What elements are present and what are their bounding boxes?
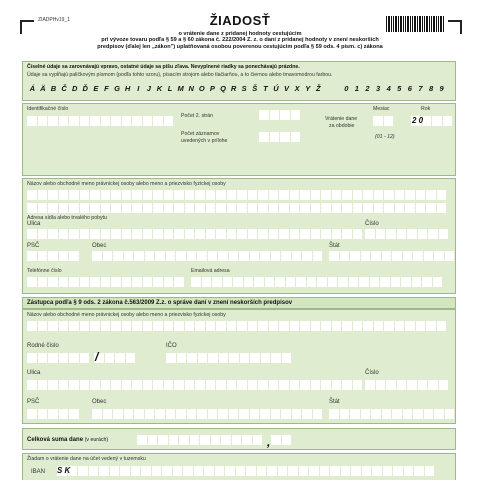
sample-digit: 1 xyxy=(354,84,359,93)
refund-period-label-2: za obdobie xyxy=(329,123,355,129)
form-title: ŽIADOSŤ xyxy=(209,13,271,28)
rep-name-field-row-1[interactable] xyxy=(27,321,447,331)
sample-letter: B xyxy=(50,84,57,93)
sample-digit: 9 xyxy=(439,84,444,93)
email-field[interactable] xyxy=(191,277,443,287)
city-label: Obec xyxy=(92,243,107,249)
iban-prefix xyxy=(57,466,78,475)
pages-count-label: Počet 2. strán xyxy=(181,113,214,119)
sample-letter: P xyxy=(209,84,215,93)
total-tax-decimal-separator: , xyxy=(267,435,271,449)
year-prefill-value: 2 0 xyxy=(412,116,424,125)
phone-label: Telefónne číslo xyxy=(27,268,62,274)
rep-ico-field[interactable] xyxy=(166,353,292,363)
sample-letter: Q xyxy=(220,84,226,93)
total-tax-label xyxy=(27,437,108,443)
subtitle-line-2: pri vývoze tovaru podľa § 59 a § 60 zákona č. 222/2004 Z. z. o dani z pridanej hodnoty v znení neskorších xyxy=(101,37,379,44)
sample-letter: Ú xyxy=(273,84,279,93)
records-count-field[interactable] xyxy=(259,132,301,142)
representative-section xyxy=(22,309,456,424)
sample-digit: 0 xyxy=(344,84,349,93)
rep-birth-number-field[interactable] xyxy=(27,353,136,363)
rep-state-label: Štát xyxy=(329,399,340,405)
rep-zip-label: PSČ xyxy=(27,399,40,405)
zip-field[interactable] xyxy=(27,251,80,261)
taxpayer-name-field-row-2[interactable] xyxy=(27,203,447,213)
sample-letter: Ď xyxy=(82,84,88,93)
barcode xyxy=(386,16,445,32)
street-label: Ulica xyxy=(27,221,41,227)
sample-letter: V xyxy=(284,84,290,93)
sample-letter: D xyxy=(71,84,78,93)
sample-letter: Č xyxy=(61,84,67,93)
sample-letter: O xyxy=(198,84,205,93)
iban-prefix-value: S K xyxy=(57,466,71,475)
iban-label: IBAN xyxy=(31,469,46,475)
sample-letter: Ž xyxy=(316,84,321,93)
sample-digit: 4 xyxy=(386,84,391,93)
id-number-field[interactable] xyxy=(27,116,174,126)
subtitle-line-3: predpisov (ďalej len „zákon") uplatňovaná osobou poverenou cestujúcim podľa § 59 ods. 4 písm. c) zákona xyxy=(97,43,383,50)
rep-state-field[interactable] xyxy=(329,409,455,419)
pages-count-field[interactable] xyxy=(259,110,301,120)
state-field[interactable] xyxy=(329,251,455,261)
sample-letter: K xyxy=(156,84,163,93)
form-subtitle xyxy=(40,31,440,50)
sample-letters xyxy=(27,84,324,93)
representative-heading-band xyxy=(22,297,456,309)
phone-field[interactable] xyxy=(27,277,185,287)
zip-label: PSČ xyxy=(27,243,40,249)
rep-zip-field[interactable] xyxy=(27,409,80,419)
instructions-line-1: Číselné údaje sa zarovnávajú vpravo, ostatné údaje sa píšu zľava. Nevyplnené riadky sa ponechávajú prázdne. xyxy=(27,64,300,70)
taxpayer-details-section xyxy=(22,178,456,294)
state-label: Štát xyxy=(329,243,340,249)
rep-house-number-label: Číslo xyxy=(365,370,379,376)
representative-heading: Zástupca podľa § 9 ods. 2 zákona č.563/2009 Z.z. o správe daní v znení neskorších predpisov xyxy=(27,300,293,306)
year-prefill xyxy=(412,116,433,125)
taxpayer-name-label: Názov alebo obchodné meno právnickej osoby alebo meno a priezvisko fyzickej osoby xyxy=(27,181,226,187)
street-field[interactable] xyxy=(27,229,363,239)
instructions-section xyxy=(22,61,456,101)
sample-letter: X xyxy=(294,84,300,93)
total-tax-unit: (v eurách) xyxy=(84,437,109,443)
sample-letter: L xyxy=(167,84,173,93)
corner-mark-top-right xyxy=(448,20,462,34)
sample-letter: H xyxy=(124,84,131,93)
rep-name-label: Názov alebo obchodné meno právnickej osoby alebo meno a priezvisko fyzickej osoby xyxy=(27,312,226,318)
sample-letter: E xyxy=(93,84,99,93)
rep-house-number-field[interactable] xyxy=(365,380,449,390)
sample-letter: Ä xyxy=(40,84,46,93)
sample-letter: T xyxy=(263,84,268,93)
sample-letter: S xyxy=(241,84,247,93)
refund-account-section xyxy=(22,453,456,480)
sample-digit: 2 xyxy=(365,84,370,93)
month-field[interactable] xyxy=(373,116,394,126)
sample-letter: R xyxy=(230,84,237,93)
sample-letter: F xyxy=(104,84,109,93)
form-code: ZIADPHv19_1 xyxy=(38,17,70,23)
rep-city-field[interactable] xyxy=(92,409,323,419)
subtitle-line-1: o vrátenie dane z pridanej hodnoty cestujúcim xyxy=(178,31,302,37)
records-count-label-2: uvedených v prílohe xyxy=(181,138,228,144)
address-heading: Adresa sídla alebo trvalého pobytu xyxy=(27,215,107,221)
corner-mark-top-left xyxy=(20,20,34,34)
city-field[interactable] xyxy=(92,251,323,261)
rep-birth-number-separator: / xyxy=(95,350,99,364)
records-count-label-1: Počet záznamov xyxy=(181,131,220,137)
rep-birth-number-label: Rodné číslo xyxy=(27,343,59,349)
iban-field[interactable] xyxy=(57,466,435,476)
refund-period-label-1: Vrátenie dane xyxy=(325,116,358,122)
rep-city-label: Obec xyxy=(92,399,107,405)
id-number-label: Identifikačné číslo xyxy=(27,106,69,112)
sample-letter: M xyxy=(177,84,184,93)
rep-ico-label: IČO xyxy=(166,343,177,349)
sample-digit: 8 xyxy=(428,84,434,93)
instructions-line-2: Údaje sa vypĺňajú paličkovým písmom (podľa tohto vzoru), písacím strojom alebo tlačiarňou, a to čiernou alebo tmavomodrou farbou. xyxy=(27,72,333,78)
year-label: Rok xyxy=(421,106,431,112)
sample-letter: Á xyxy=(29,84,35,93)
month-hint: (01 - 12) xyxy=(375,134,395,140)
house-number-label: Číslo xyxy=(365,221,379,227)
sample-digit: 5 xyxy=(397,84,402,93)
sample-letter: J xyxy=(146,84,151,93)
rep-street-field[interactable] xyxy=(27,380,363,390)
sample-letter: Y xyxy=(305,84,311,93)
taxpayer-name-field-row-1[interactable] xyxy=(27,190,447,200)
taxpayer-id-section xyxy=(22,103,456,176)
email-label: Emailová adresa xyxy=(191,268,230,274)
sample-digit: 7 xyxy=(418,84,423,93)
sample-digit: 6 xyxy=(407,84,412,93)
sample-letter: I xyxy=(137,84,140,93)
sample-letter: N xyxy=(188,84,194,93)
sample-letter: Š xyxy=(252,84,258,93)
sample-digit: 3 xyxy=(375,84,381,93)
rep-street-label: Ulica xyxy=(27,370,41,376)
total-tax-label-text: Celková suma dane xyxy=(27,437,84,443)
month-label: Mesiac xyxy=(373,106,390,112)
sample-digits xyxy=(341,84,447,93)
sample-letter: G xyxy=(114,84,120,93)
refund-account-label: Žiadam o vrátenie dane na účet vedený v tuzemsku xyxy=(27,456,146,462)
total-tax-section xyxy=(22,428,456,450)
house-number-field[interactable] xyxy=(365,229,449,239)
